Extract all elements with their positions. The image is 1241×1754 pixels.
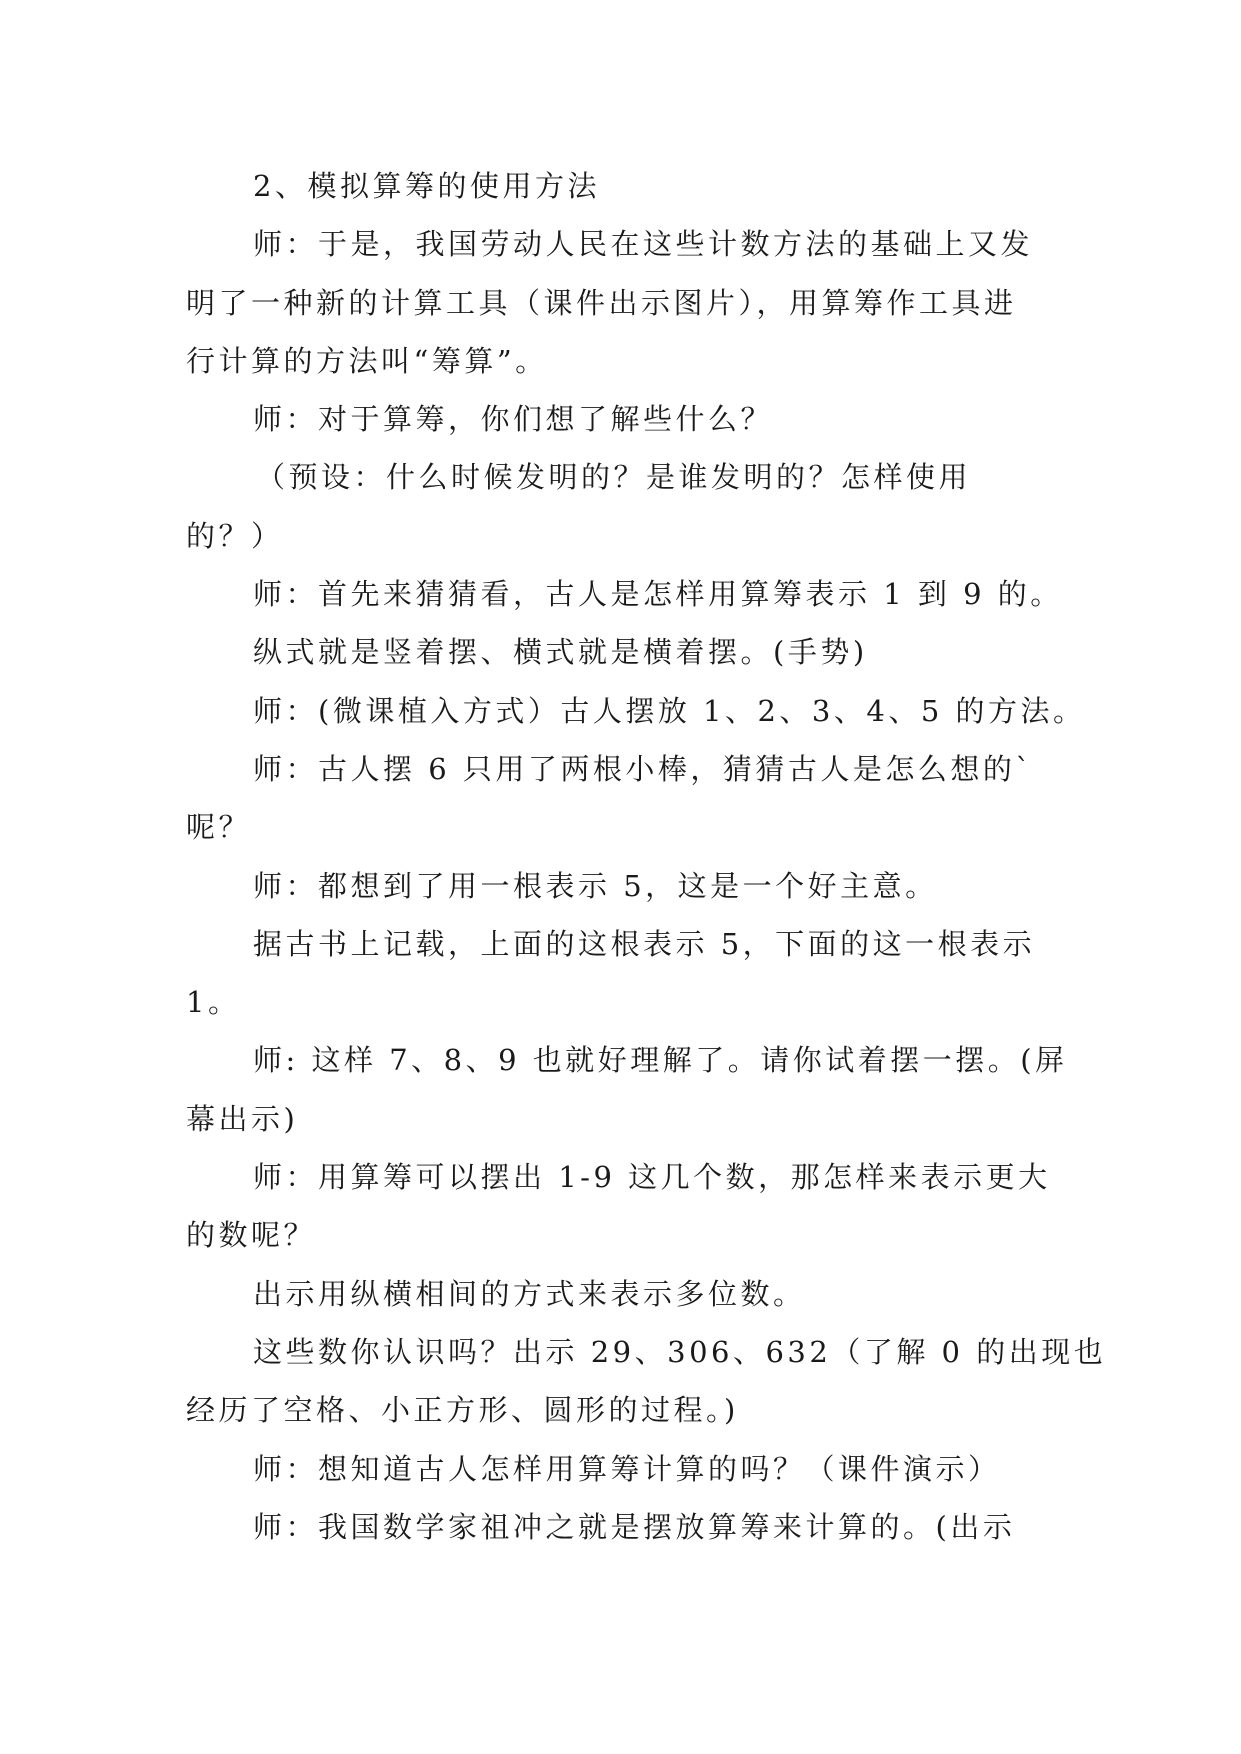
- paragraph-line: 这些数你认识吗？出示 29、306、632（了解 0 的出现也: [253, 1334, 1107, 1369]
- paragraph-line: 师: 这样 7、8、9 也就好理解了。请你试着摆一摆。(屏: [253, 1043, 1068, 1078]
- paragraph-line: 的？）: [186, 518, 284, 553]
- paragraph-line: 经历了空格、小正方形、圆形的过程。): [186, 1393, 739, 1428]
- paragraph-line: 师：对于算筹，你们想了解些什么？: [253, 402, 774, 437]
- paragraph-line: 师：首先来猜猜看，古人是怎样用算筹表示 1 到 9 的。: [253, 577, 1063, 612]
- document-body: [186, 157, 1107, 1556]
- paragraph-line: 呢？: [186, 810, 252, 845]
- paragraph-line: 出示用纵横相间的方式来表示多位数。: [253, 1276, 806, 1311]
- paragraph-line: 明了一种新的计算工具（课件出示图片），用算筹作工具进: [186, 285, 1017, 320]
- section-heading: 2、模拟算筹的使用方法: [253, 169, 600, 203]
- paragraph-line: 行计算的方法叫“筹算”。: [186, 343, 548, 378]
- paragraph-line: 师：我国数学家祖冲之就是摆放算筹来计算的。(出示: [253, 1509, 1016, 1544]
- paragraph-line: 据古书上记载，上面的这根表示 5，下面的这一根表示: [253, 926, 1036, 961]
- paragraph-line: 师：古人摆 6 只用了两根小棒，猜猜古人是怎么想的`: [253, 751, 1034, 786]
- paragraph-line: 师：(微课植入方式）古人摆放 1、2、3、4、5 的方法。: [253, 693, 1086, 728]
- paragraph-line: 幕出示): [186, 1101, 299, 1136]
- paragraph-line: 的数呢？: [186, 1218, 317, 1253]
- paragraph-line: （预设：什么时候发明的？是谁发明的？怎样使用: [256, 460, 972, 495]
- paragraph-line: 师：想知道古人怎样用算筹计算的吗？（课件演示）: [253, 1451, 1001, 1486]
- paragraph-line: 师：都想到了用一根表示 5，这是一个好主意。: [253, 868, 938, 903]
- paragraph-line: 纵式就是竖着摆、横式就是横着摆。(手势): [253, 635, 868, 670]
- paragraph-line: 师：于是，我国劳动人民在这些计数方法的基础上又发: [253, 227, 1034, 262]
- paragraph-line: 师：用算筹可以摆出 1-9 这几个数，那怎样来表示更大: [253, 1160, 1051, 1195]
- paragraph-line: 1。: [186, 985, 241, 1020]
